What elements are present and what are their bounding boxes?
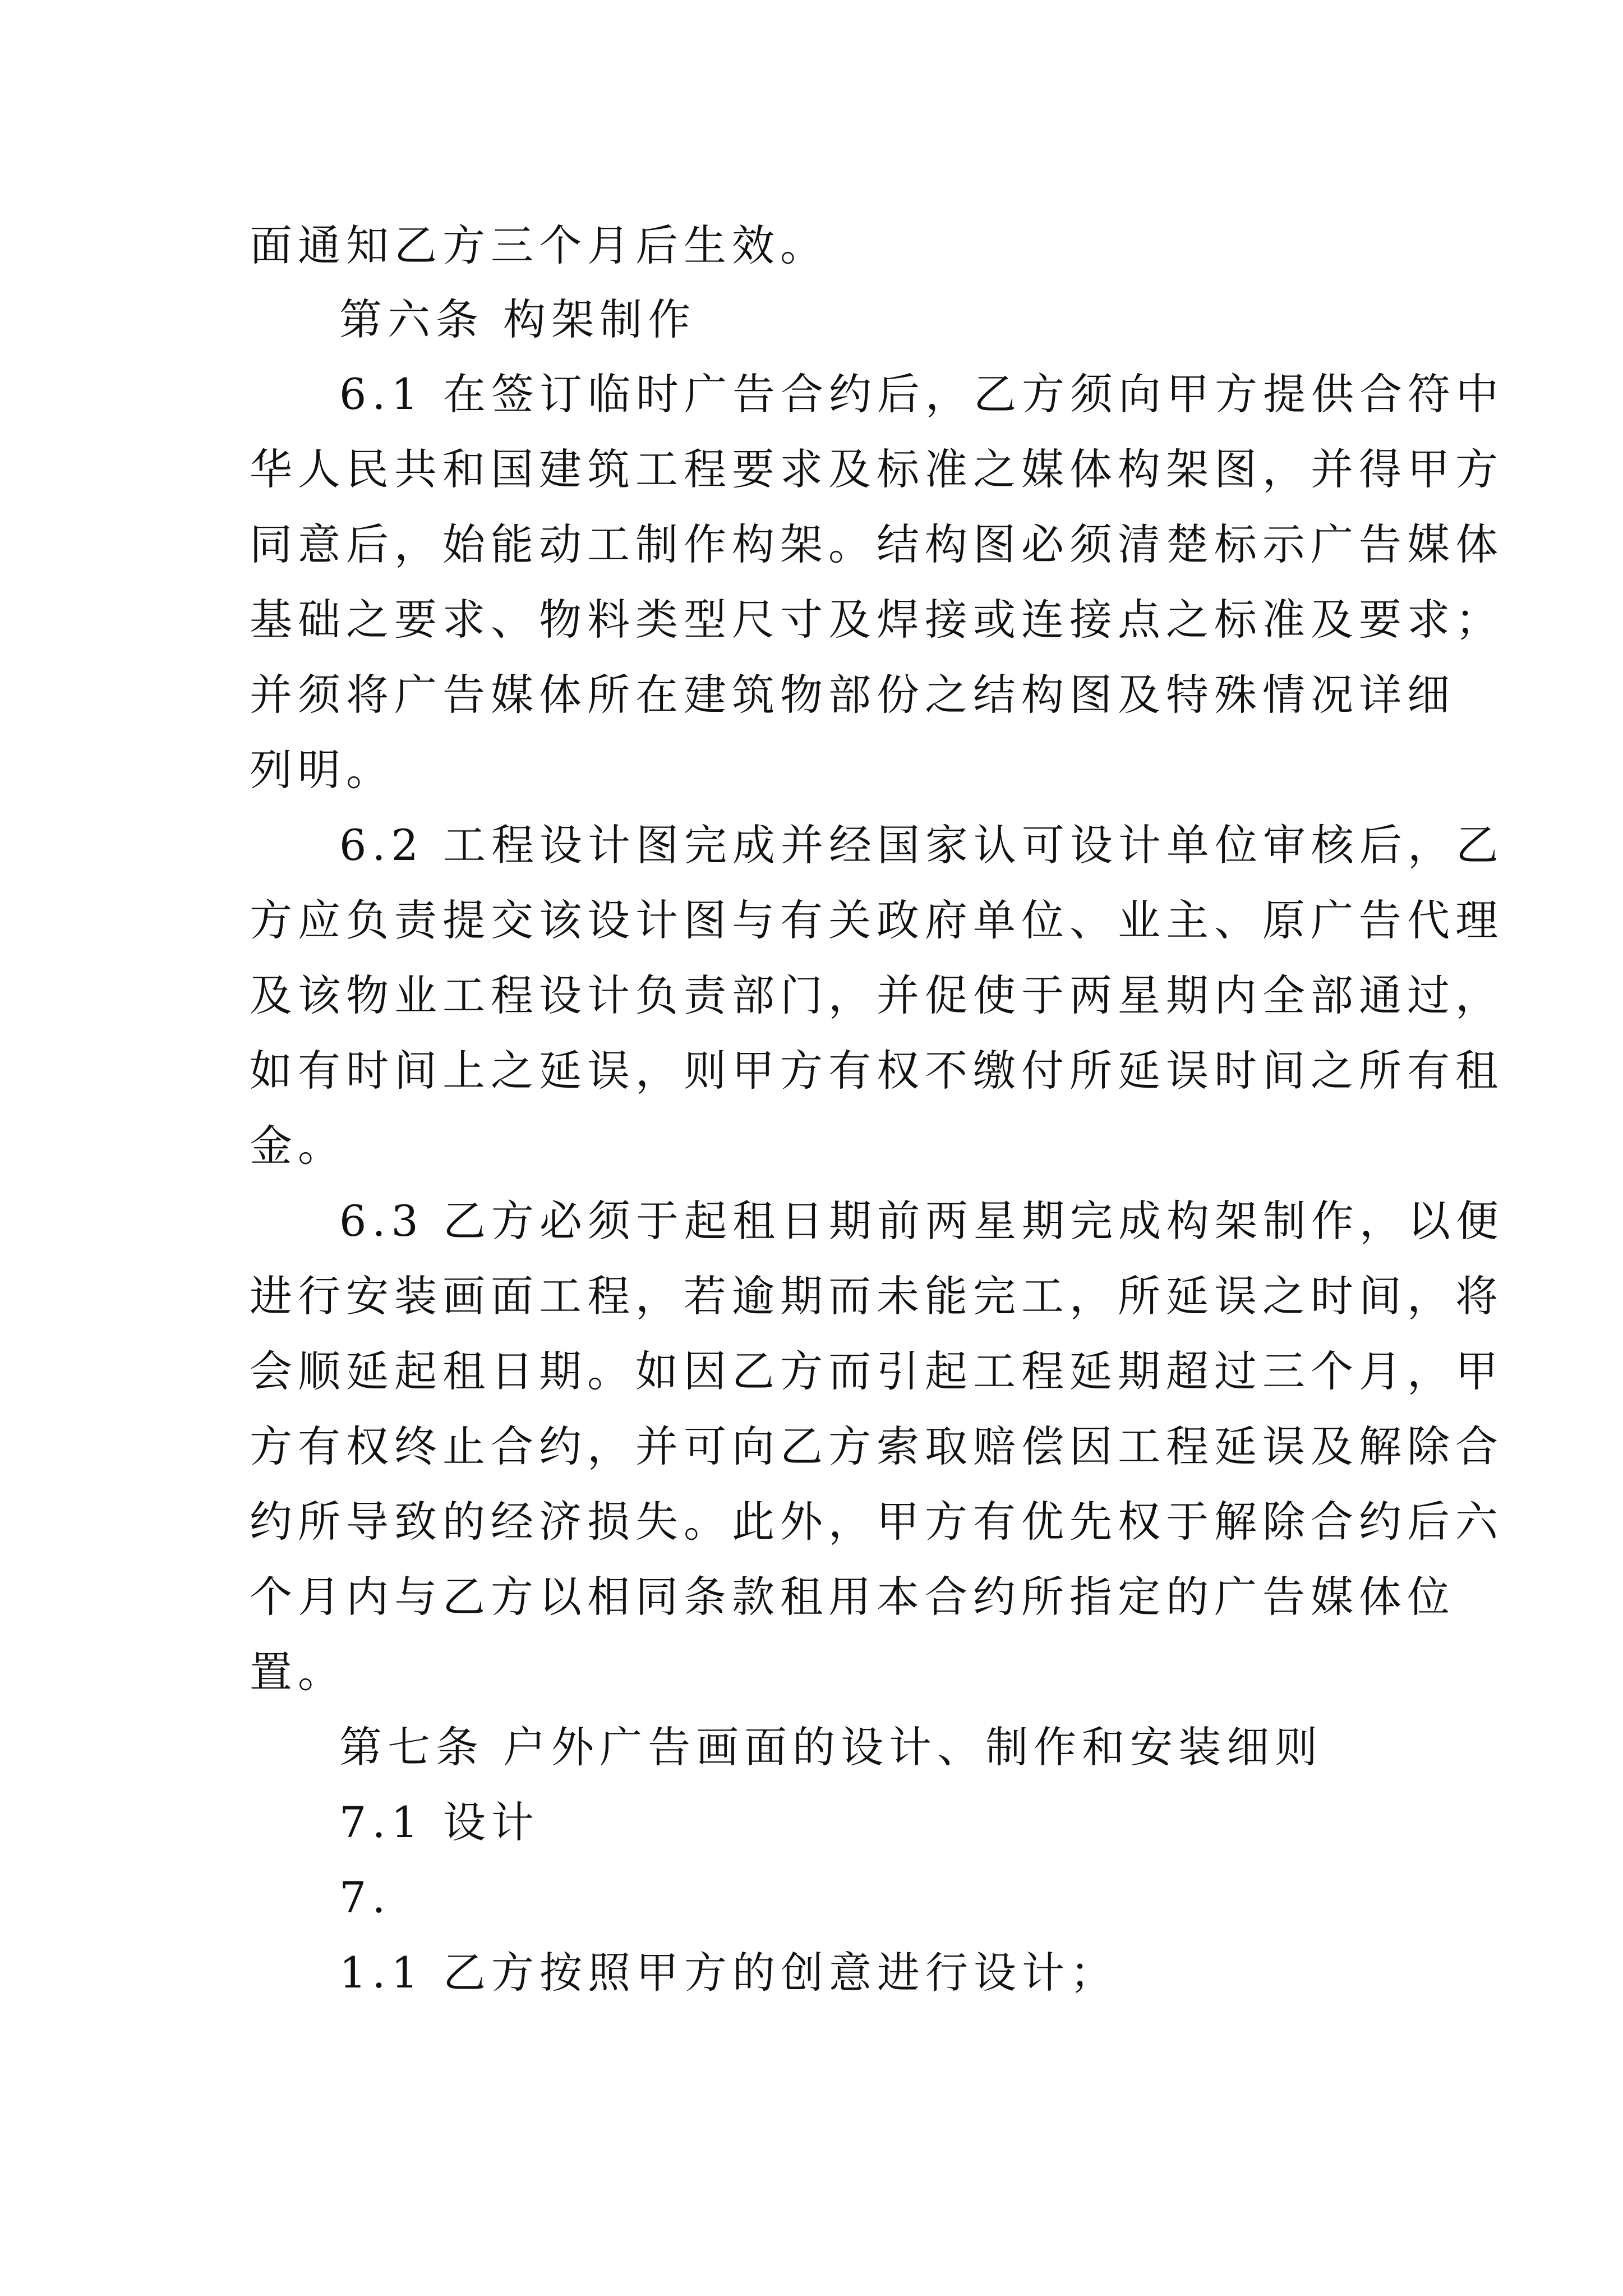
text-line: 同意后，始能动工制作构架。结构图必须清楚标示广告媒体: [250, 519, 1504, 569]
text-line: 如有时间上之延误，则甲方有权不缴付所延误时间之所有租: [250, 1046, 1504, 1096]
text-line: 约所导致的经济损失。此外，甲方有优先权于解除合约后六: [250, 1497, 1504, 1547]
text-line: 方应负责提交该设计图与有关政府单位、业主、原广告代理: [250, 895, 1504, 945]
text-line: 会顺延起租日期。如因乙方而引起工程延期超过三个月，甲: [250, 1346, 1504, 1396]
text-line: 金。: [250, 1121, 346, 1171]
text-line: 基础之要求、物料类型尺寸及焊接或连接点之标准及要求；: [250, 595, 1504, 645]
text-line: 华人民共和国建筑工程要求及标准之媒体构架图，并得甲方: [250, 444, 1504, 494]
text-line: 进行安装画面工程，若逾期而未能完工，所延误之时间，将: [250, 1271, 1504, 1321]
article-heading: 第七条 户外广告画面的设计、制作和安装细则: [339, 1722, 1324, 1772]
text-line: 面通知乙方三个月后生效。: [250, 220, 828, 270]
text-line: 1.1 乙方按照甲方的创意进行设计；: [339, 1948, 1119, 1998]
text-line: 并须将广告媒体所在建筑物部份之结构图及特殊情况详细: [250, 670, 1455, 720]
section-heading: 7.1 设计: [339, 1797, 540, 1847]
text-line: 6.3 乙方必须于起租日期前两星期完成构架制作，以便: [339, 1196, 1505, 1246]
article-heading: 第六条 构架制作: [339, 295, 697, 344]
text-line: 6.2 工程设计图完成并经国家认可设计单位审核后，乙: [339, 820, 1505, 870]
text-line: 个月内与乙方以相同条款租用本合约所指定的广告媒体位: [250, 1572, 1455, 1622]
text-line: 方有权终止合约，并可向乙方索取赔偿因工程延误及解除合: [250, 1421, 1504, 1471]
text-line: 列明。: [250, 745, 394, 795]
text-line: 7.: [339, 1872, 391, 1922]
text-line: 置。: [250, 1647, 346, 1697]
text-line: 及该物业工程设计负责部门，并促使于两星期内全部通过，: [250, 970, 1504, 1020]
text-line: 6.1 在签订临时广告合约后，乙方须向甲方提供合符中: [339, 369, 1505, 419]
